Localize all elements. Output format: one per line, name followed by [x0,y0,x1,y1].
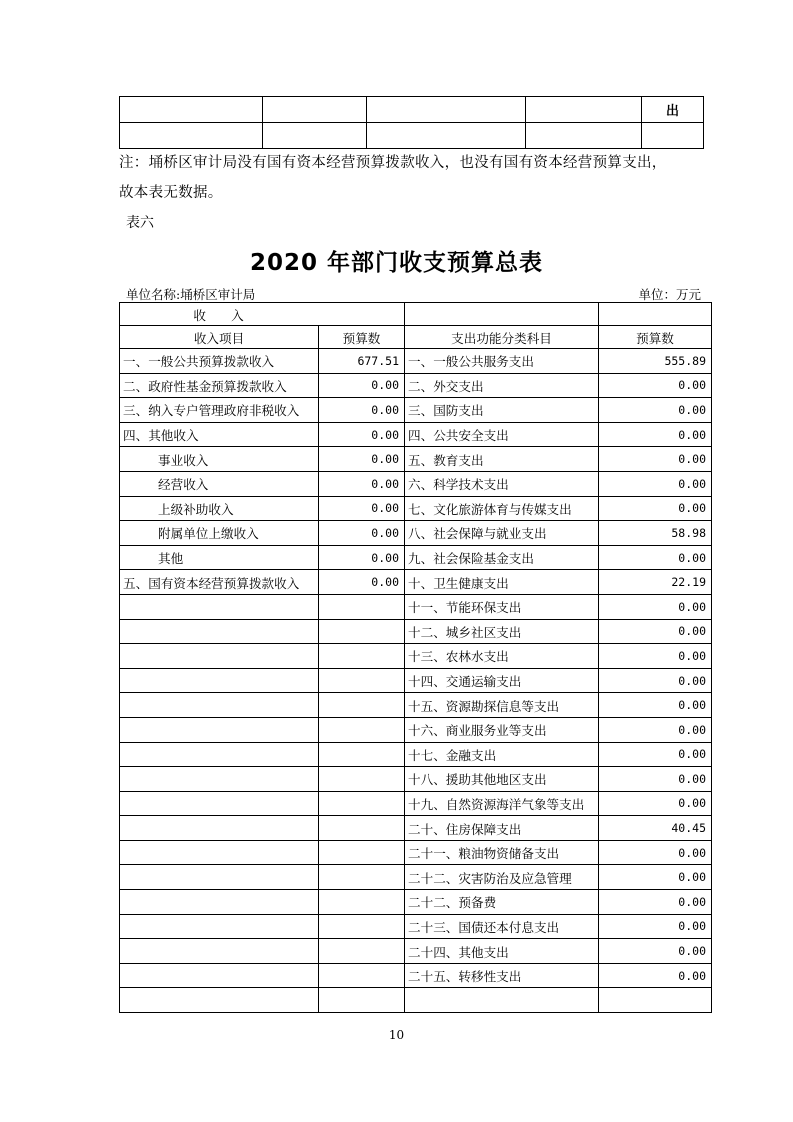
table-row [120,816,712,841]
expense-item-cell: 二十二、灾害防治及应急管理 [405,865,599,890]
expense-item-cell: 二十二、预备费 [405,890,599,915]
income-budget-cell [319,890,405,915]
income-item-cell: 四、其他收入 [120,422,319,447]
table-cell [599,303,712,326]
expense-budget-cell: 22.19 [599,570,712,595]
expense-budget-cell: 0.00 [599,914,712,939]
budget-summary-table [119,302,712,1013]
expense-item-cell: 七、文化旅游体育与传媒支出 [405,496,599,521]
expense-budget-cell: 0.00 [599,447,712,472]
income-budget-cell [319,939,405,964]
expense-item-cell: 二十三、国债还本付息支出 [405,914,599,939]
section-income-label: 收 入 [193,307,244,323]
table-row [120,619,712,644]
income-item-cell: 二、政府性基金预算拨款收入 [120,373,319,398]
note-line-2: 故本表无数据。 [119,185,223,201]
expense-budget-cell: 0.00 [599,545,712,570]
expense-item-header: 支出功能分类科目 [405,326,599,349]
expense-item-cell [405,988,599,1013]
expense-budget-cell: 0.00 [599,865,712,890]
expense-item-cell: 十六、商业服务业等支出 [405,717,599,742]
section-header-row [120,303,712,326]
expense-budget-cell: 0.00 [599,742,712,767]
expense-budget-cell: 0.00 [599,644,712,669]
expense-budget-cell: 0.00 [599,594,712,619]
expense-item-cell: 十、卫生健康支出 [405,570,599,595]
income-item-cell [120,594,319,619]
income-budget-cell [319,791,405,816]
income-budget-cell: 0.00 [319,422,405,447]
income-budget-cell: 0.00 [319,447,405,472]
expense-item-cell: 五、教育支出 [405,447,599,472]
expense-item-cell: 十五、资源勘探信息等支出 [405,693,599,718]
expense-item-cell: 十八、援助其他地区支出 [405,767,599,792]
table-row [120,988,712,1013]
table-row [120,693,712,718]
table-row [120,521,712,546]
table-row [120,717,712,742]
income-item-cell [120,816,319,841]
table-row [120,398,712,423]
expense-budget-cell: 0.00 [599,939,712,964]
expense-budget-cell: 0.00 [599,422,712,447]
expense-item-cell: 二十五、转移性支出 [405,963,599,988]
income-budget-cell [319,717,405,742]
income-budget-cell: 0.00 [319,398,405,423]
income-item-cell: 五、国有资本经营预算拨款收入 [120,570,319,595]
expense-item-cell: 十一、节能环保支出 [405,594,599,619]
income-budget-cell [319,963,405,988]
income-budget-cell: 0.00 [319,373,405,398]
table-cell [642,123,704,149]
income-budget-cell [319,988,405,1013]
expense-item-cell: 八、社会保障与就业支出 [405,521,599,546]
table-cell [526,123,642,149]
table-cell [367,123,526,149]
income-item-header: 收入项目 [120,326,319,349]
expense-item-cell: 九、社会保险基金支出 [405,545,599,570]
table-cell [263,97,367,123]
income-budget-cell: 0.00 [319,521,405,546]
table-row [120,422,712,447]
table-row [120,742,712,767]
income-budget-cell [319,742,405,767]
table-row [120,594,712,619]
expense-budget-cell: 0.00 [599,619,712,644]
expense-budget-cell [599,988,712,1013]
income-budget-cell: 0.00 [319,545,405,570]
income-budget-cell [319,767,405,792]
expense-item-cell: 十三、农林水支出 [405,644,599,669]
income-budget-cell [319,914,405,939]
table-row [120,840,712,865]
expense-budget-cell: 0.00 [599,963,712,988]
table-row [120,914,712,939]
income-budget-cell: 0.00 [319,570,405,595]
expense-item-cell: 十四、交通运输支出 [405,668,599,693]
table-row [120,791,712,816]
table-row [120,373,712,398]
income-budget-cell [319,693,405,718]
income-item-cell [120,717,319,742]
expense-budget-cell: 0.00 [599,471,712,496]
income-budget-cell [319,865,405,890]
section-expense-cell [405,303,599,326]
table-row [120,570,712,595]
income-item-cell: 事业收入 [120,447,319,472]
income-budget-cell: 677.51 [319,349,405,374]
note-paragraph [119,148,719,208]
page-number: 10 [388,1028,405,1042]
expense-budget-cell: 58.98 [599,521,712,546]
expense-item-cell: 十二、城乡社区支出 [405,619,599,644]
table-row [120,668,712,693]
note-line-1: 注：埇桥区审计局没有国有资本经营预算拨款收入，也没有国有资本经营预算支出， [119,155,667,171]
expense-item-cell: 六、科学技术支出 [405,471,599,496]
income-budget-cell [319,594,405,619]
table-row [120,447,712,472]
expense-budget-cell: 0.00 [599,398,712,423]
income-budget-cell [319,619,405,644]
expense-budget-cell: 0.00 [599,791,712,816]
income-item-cell [120,668,319,693]
income-budget-cell: 0.00 [319,496,405,521]
expense-item-cell: 二十、住房保障支出 [405,816,599,841]
income-item-cell [120,619,319,644]
unit-name: 单位名称:埇桥区审计局 [126,287,256,302]
income-item-cell: 上级补助收入 [120,496,319,521]
page-title: 2020 年部门收支预算总表 [249,250,544,276]
table-row [120,471,712,496]
table-cell [120,97,263,123]
expense-budget-cell: 555.89 [599,349,712,374]
expense-budget-cell: 0.00 [599,840,712,865]
table-row [120,767,712,792]
table-cell [120,123,263,149]
income-item-cell: 附属单位上缴收入 [120,521,319,546]
income-budget-cell [319,840,405,865]
income-item-cell [120,963,319,988]
income-budget-cell [319,668,405,693]
expense-budget-cell: 0.00 [599,717,712,742]
expense-item-cell: 三、国防支出 [405,398,599,423]
table-cell [367,97,526,123]
income-item-cell [120,840,319,865]
expense-budget-cell: 0.00 [599,767,712,792]
income-item-cell [120,644,319,669]
previous-table-fragment [119,96,704,149]
section-income-cell [120,303,405,326]
income-item-cell: 其他 [120,545,319,570]
expense-budget-cell: 0.00 [599,890,712,915]
column-header-row [120,326,712,349]
income-budget-header: 预算数 [319,326,405,349]
table-row [120,644,712,669]
table-label: 表六 [126,215,154,231]
income-item-cell [120,988,319,1013]
expense-item-cell: 十九、自然资源海洋气象等支出 [405,791,599,816]
expense-budget-cell: 0.00 [599,668,712,693]
table-row [120,496,712,521]
income-item-cell [120,890,319,915]
expense-budget-cell: 0.00 [599,693,712,718]
table-header-fragment: 出 [642,97,704,123]
table-row [120,349,712,374]
income-item-cell: 三、纳入专户管理政府非税收入 [120,398,319,423]
expense-budget-cell: 0.00 [599,373,712,398]
income-item-cell [120,767,319,792]
table-cell [526,97,642,123]
income-budget-cell: 0.00 [319,471,405,496]
expense-budget-cell: 40.45 [599,816,712,841]
expense-budget-cell: 0.00 [599,496,712,521]
income-item-cell [120,865,319,890]
income-item-cell [120,914,319,939]
income-item-cell [120,939,319,964]
table-row [120,890,712,915]
expense-item-cell: 十七、金融支出 [405,742,599,767]
expense-item-cell: 一、一般公共服务支出 [405,349,599,374]
expense-item-cell: 二、外交支出 [405,373,599,398]
table-cell [263,123,367,149]
table-row [120,545,712,570]
income-item-cell [120,693,319,718]
income-budget-cell [319,644,405,669]
table-row [120,939,712,964]
expense-item-cell: 二十一、粮油物资储备支出 [405,840,599,865]
income-item-cell [120,742,319,767]
table-row [120,963,712,988]
table-row [120,865,712,890]
expense-item-cell: 四、公共安全支出 [405,422,599,447]
unit-label: 单位：万元 [638,287,701,302]
table-row [120,97,704,123]
income-item-cell [120,791,319,816]
expense-budget-header: 预算数 [599,326,712,349]
income-budget-cell [319,816,405,841]
income-item-cell: 经营收入 [120,471,319,496]
table-row [120,123,704,149]
expense-item-cell: 二十四、其他支出 [405,939,599,964]
income-item-cell: 一、一般公共预算拨款收入 [120,349,319,374]
